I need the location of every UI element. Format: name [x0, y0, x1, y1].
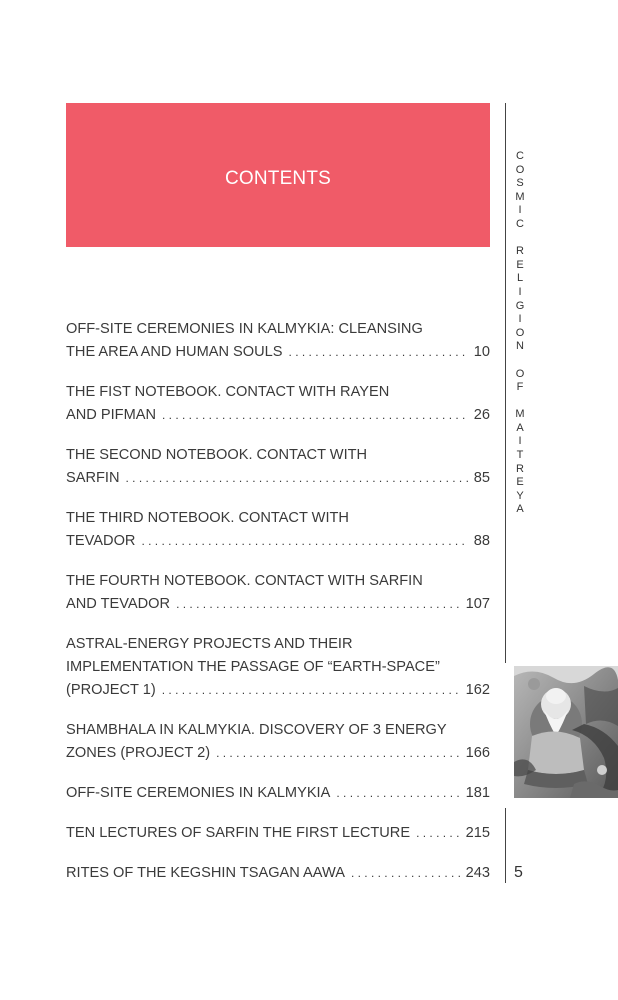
running-title-letter: M: [515, 408, 525, 421]
toc-entry-last-line: [66, 530, 490, 553]
toc-entry[interactable]: [66, 381, 490, 427]
toc-entry-last-line: [66, 782, 490, 805]
running-title-letter: R: [516, 462, 524, 475]
toc-entry-last-line: [66, 862, 490, 885]
toc-page-number: 166: [465, 745, 490, 761]
running-title-letter: S: [516, 177, 524, 190]
toc-entry-title-line: SARFIN: [66, 470, 120, 486]
toc-entry-title-line: RITES OF THE KEGSHIN TSAGAN AAWA: [66, 865, 345, 881]
toc-entry-title-line: THE SECOND NOTEBOOK. CONTACT WITH: [66, 447, 368, 463]
running-title-letter: F: [516, 381, 524, 394]
running-title-letter: A: [516, 503, 524, 516]
table-of-contents: [66, 318, 490, 902]
toc-page-number: 181: [465, 785, 490, 801]
vertical-divider-top: [505, 103, 506, 663]
toc-entry-title-line: OFF-SITE CEREMONIES IN KALMYKIA: [66, 785, 331, 801]
running-title-letter: C: [516, 150, 524, 162]
toc-entry-title-line: AND TEVADOR: [66, 596, 171, 612]
dot-leader: [162, 404, 468, 427]
running-title-letter: O: [515, 326, 525, 339]
toc-page-number: 10: [473, 344, 490, 360]
toc-entry-title-line: THE THIRD NOTEBOOK. CONTACT WITH: [66, 510, 349, 526]
toc-entry-last-line: [66, 467, 490, 490]
running-book-title: [511, 150, 529, 517]
toc-entry-last-line: [66, 679, 490, 702]
toc-entry-title-line: TEVADOR: [66, 533, 136, 549]
running-title-letter: O: [515, 163, 525, 176]
toc-entry-title-line: SHAMBHALA IN KALMYKIA. DISCOVERY OF 3 ENERGY: [66, 722, 447, 738]
vertical-divider-bottom: [505, 808, 506, 883]
running-title-letter: N: [516, 340, 524, 353]
toc-entry-title-line: (PROJECT 1): [66, 682, 156, 698]
toc-page-number: 162: [465, 682, 490, 698]
toc-entry-title-line: ASTRAL-ENERGY PROJECTS AND THEIR: [66, 636, 353, 652]
toc-entry-last-line: [66, 404, 490, 427]
toc-entry-last-line: [66, 742, 490, 765]
toc-entry-title-line: OFF-SITE CEREMONIES IN KALMYKIA: CLEANSING: [66, 321, 423, 337]
toc-entry-last-line: [66, 593, 490, 616]
toc-entry-title-line: ZONES (PROJECT 2): [66, 745, 211, 761]
contents-heading: CONTENTS: [224, 168, 332, 189]
running-title-letter: A: [516, 421, 524, 434]
dot-leader: [289, 341, 468, 364]
dot-leader: [416, 822, 460, 845]
running-title-letter: I: [518, 204, 522, 217]
running-title-letter: M: [515, 190, 525, 203]
running-title-letter: Y: [516, 489, 524, 502]
dot-leader: [351, 862, 460, 885]
toc-entry[interactable]: [66, 507, 490, 553]
running-title-letter: L: [516, 272, 524, 285]
toc-entry[interactable]: [66, 862, 490, 885]
dot-leader: [336, 782, 459, 805]
running-title-letter: I: [518, 435, 522, 448]
toc-entry[interactable]: [66, 570, 490, 616]
toc-entry-last-line: [66, 822, 490, 845]
dot-leader: [126, 467, 468, 490]
toc-entry-title-line: TEN LECTURES OF SARFIN THE FIRST LECTURE: [66, 825, 411, 841]
toc-entry[interactable]: [66, 719, 490, 765]
dot-leader: [216, 742, 460, 765]
running-title-letter: E: [516, 476, 524, 489]
running-title-letter: E: [516, 258, 524, 271]
toc-entry[interactable]: [66, 444, 490, 490]
toc-page-number: 107: [465, 596, 490, 612]
toc-entry-last-line: [66, 341, 490, 364]
toc-entry[interactable]: [66, 318, 490, 364]
running-title-letter: G: [515, 299, 525, 312]
running-title-letter: T: [516, 449, 524, 462]
running-title-letter: R: [516, 245, 524, 258]
toc-entry[interactable]: [66, 822, 490, 845]
running-title-letter: C: [516, 217, 524, 230]
dot-leader: [176, 593, 460, 616]
toc-page-number: 215: [465, 825, 490, 841]
toc-entry[interactable]: [66, 782, 490, 805]
toc-entry[interactable]: [66, 633, 490, 702]
toc-entry-title-line: THE FIST NOTEBOOK. CONTACT WITH RAYEN: [66, 384, 390, 400]
running-title-letter: I: [518, 285, 522, 298]
dot-leader: [141, 530, 467, 553]
toc-page-number: 243: [465, 865, 490, 881]
running-title-letter: I: [518, 313, 522, 326]
toc-entry-title-line: THE AREA AND HUMAN SOULS: [66, 344, 283, 360]
buddhist-deity-illustration: [514, 666, 618, 798]
toc-entry-title-line: IMPLEMENTATION THE PASSAGE OF “EARTH-SPACE”: [66, 659, 440, 675]
toc-entry-title-line: THE FOURTH NOTEBOOK. CONTACT WITH SARFIN: [66, 573, 423, 589]
page-number: 5: [514, 864, 523, 881]
toc-entry-title-line: AND PIFMAN: [66, 407, 156, 423]
running-title-letter: O: [515, 367, 525, 380]
toc-page-number: 26: [473, 407, 490, 423]
toc-page-number: 88: [473, 533, 490, 549]
toc-page-number: 85: [473, 470, 490, 486]
dot-leader: [162, 679, 460, 702]
